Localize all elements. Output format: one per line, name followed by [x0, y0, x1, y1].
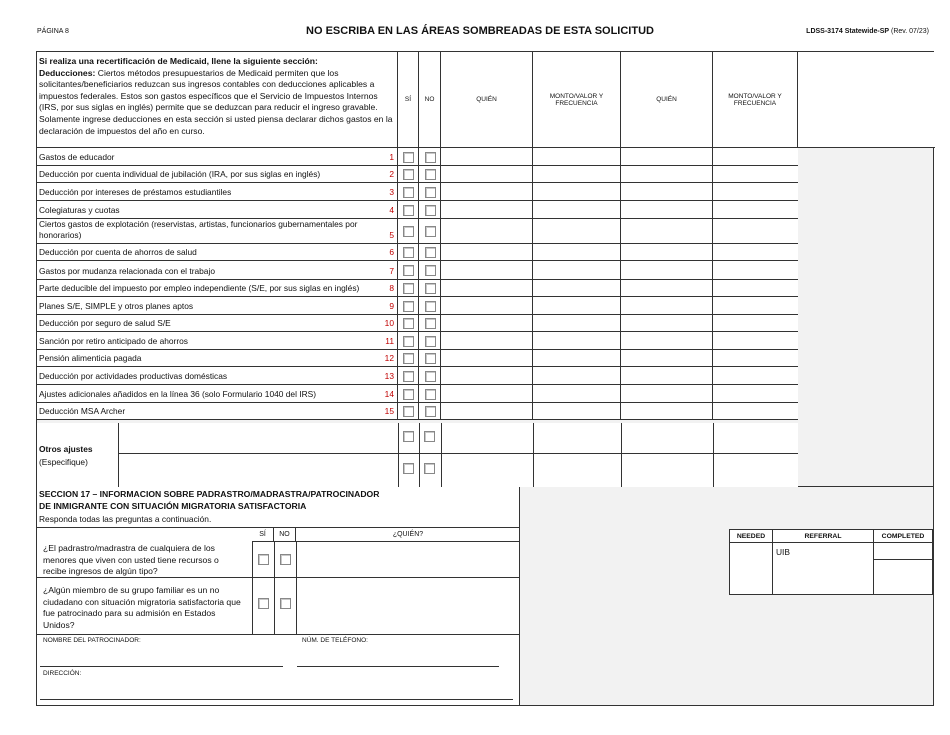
- question-1-text: ¿El padrastro/madrastra de cualquiera de los menores que viven con usted tiene recursos o recibe ingresos de algún tipo?: [43, 543, 219, 576]
- deduction-si-checkbox[interactable]: [403, 283, 414, 294]
- deduction-line-number: 7: [389, 266, 394, 276]
- question-1-si-checkbox[interactable]: [258, 554, 269, 565]
- deduction-si-checkbox[interactable]: [403, 247, 414, 258]
- deduction-monto-2-field[interactable]: [713, 219, 797, 243]
- deduction-monto-1-field[interactable]: [533, 332, 620, 349]
- otros-ajustes-specify: (Especifique): [39, 457, 88, 467]
- deduction-row: [37, 183, 798, 201]
- deduction-line-number: 10: [384, 318, 394, 328]
- deduction-si-checkbox[interactable]: [403, 389, 414, 400]
- question-2-text: ¿Algún miembro de su grupo familiar es un no ciudadano con situación migratoria satisfactoria que fue patrocinado para su admisión en Estados Unidos?: [43, 585, 241, 630]
- deduction-si-checkbox[interactable]: [403, 318, 414, 329]
- column-header-no: NO: [419, 52, 441, 148]
- deduction-monto-2-field[interactable]: [713, 332, 797, 349]
- deduction-quien-2-field[interactable]: [621, 280, 712, 296]
- form-id: [806, 28, 929, 35]
- deduction-line-number: 15: [384, 406, 394, 416]
- deduction-quien-1-field[interactable]: [441, 183, 532, 200]
- deduction-label: Ajustes adicionales añadidos en la línea 36 (solo Formulario 1040 del IRS): [39, 388, 317, 399]
- section-17-questions: [37, 527, 520, 630]
- deduction-label: Planes S/E, SIMPLE y otros planes aptos: [39, 300, 194, 311]
- deduction-label: Deducción por seguro de salud S/E: [39, 317, 171, 328]
- deduction-quien-2-field[interactable]: [621, 166, 712, 182]
- deduction-quien-1-field[interactable]: [441, 166, 532, 182]
- deduction-quien-2-field[interactable]: [621, 297, 712, 314]
- deduction-monto-1-field[interactable]: [533, 403, 620, 419]
- referral-col-referral: REFERRAL: [773, 530, 874, 543]
- deduction-quien-1-field[interactable]: [441, 332, 532, 349]
- deduction-monto-1-field[interactable]: [533, 297, 620, 314]
- deduction-monto-2-field[interactable]: [713, 148, 797, 165]
- otros-1-si-checkbox[interactable]: [403, 431, 414, 442]
- deduction-monto-2-field[interactable]: [713, 244, 797, 260]
- deduction-no-checkbox[interactable]: [425, 353, 436, 364]
- deduction-line-number: 12: [384, 353, 394, 363]
- deduction-label: Ciertos gastos de explotación (reservistas, artistas, funcionarios gubernamentales por honorarios): [39, 219, 358, 240]
- form-revision: (Rev. 07/23): [891, 28, 929, 35]
- deduction-label: Colegiaturas y cuotas: [39, 204, 120, 215]
- phone-label: NÚM. DE TELÉFONO:: [302, 637, 368, 644]
- deduction-no-checkbox[interactable]: [425, 371, 436, 382]
- deduction-monto-1-field[interactable]: [533, 219, 620, 243]
- deduction-label: Deducción MSA Archer: [39, 405, 126, 416]
- otros-ajustes-row-2[interactable]: [119, 454, 798, 487]
- deduction-quien-1-field[interactable]: [441, 403, 532, 419]
- deduction-quien-1-field[interactable]: [441, 261, 532, 279]
- deduction-monto-2-field[interactable]: [713, 297, 797, 314]
- section-17: [36, 487, 934, 706]
- deduction-no-checkbox[interactable]: [425, 169, 436, 180]
- otros-1-no-checkbox[interactable]: [424, 431, 435, 442]
- deduction-line-number: 4: [389, 205, 394, 215]
- deduction-si-checkbox[interactable]: [403, 187, 414, 198]
- deduction-label: Deducción por cuenta de ahorros de salud: [39, 246, 197, 257]
- address-label: DIRECCIÓN:: [43, 670, 82, 677]
- deduction-monto-2-field[interactable]: [713, 350, 797, 366]
- deduction-si-checkbox[interactable]: [403, 205, 414, 216]
- question-1-no-checkbox[interactable]: [280, 554, 291, 565]
- deduction-quien-1-field[interactable]: [441, 297, 532, 314]
- q-col-quien: ¿QUIÉN?: [296, 528, 520, 542]
- question-row-1: [37, 542, 520, 578]
- deduction-si-checkbox[interactable]: [403, 169, 414, 180]
- deduction-quien-2-field[interactable]: [621, 148, 712, 165]
- deduction-monto-2-field[interactable]: [713, 403, 797, 419]
- deduction-line-number: 5: [389, 230, 394, 240]
- deduction-row: [37, 166, 798, 183]
- deduction-line-number: 1: [389, 152, 394, 162]
- deduction-no-checkbox[interactable]: [425, 226, 436, 237]
- deduction-monto-2-field[interactable]: [713, 280, 797, 296]
- deduction-monto-1-field[interactable]: [533, 201, 620, 218]
- deduction-row: [37, 385, 798, 403]
- deduction-monto-2-field[interactable]: [713, 315, 797, 331]
- deduction-line-number: 3: [389, 187, 394, 197]
- deduction-no-checkbox[interactable]: [425, 247, 436, 258]
- deduction-monto-2-field[interactable]: [713, 261, 797, 279]
- deduction-monto-1-field[interactable]: [533, 280, 620, 296]
- deduction-si-checkbox[interactable]: [403, 265, 414, 276]
- deduction-row: [37, 367, 798, 385]
- deduction-label: Parte deducible del impuesto por empleo independiente (S/E, por sus siglas en inglés): [39, 282, 360, 293]
- deduction-line-number: 13: [384, 371, 394, 381]
- deduction-no-checkbox[interactable]: [425, 187, 436, 198]
- column-header-monto-2: MONTO/VALOR Y FRECUENCIA: [713, 52, 798, 148]
- column-header-shaded: [798, 52, 935, 148]
- question-2-si-checkbox[interactable]: [258, 598, 269, 609]
- deduction-label: Deducción por actividades productivas domésticas: [39, 370, 228, 381]
- referral-uib: UIB: [776, 547, 790, 557]
- deductions-table: [36, 51, 934, 487]
- deduction-row: [37, 201, 798, 219]
- deduction-si-checkbox[interactable]: [403, 226, 414, 237]
- column-header-monto-1: MONTO/VALOR Y FRECUENCIA: [533, 52, 621, 148]
- deduction-quien-2-field[interactable]: [621, 403, 712, 419]
- otros-ajustes-cell: [37, 423, 119, 487]
- deduction-quien-2-field[interactable]: [621, 385, 712, 402]
- page-number: PÁGINA 8: [37, 28, 69, 35]
- deduction-monto-2-field[interactable]: [713, 385, 797, 402]
- deduction-line-number: 8: [389, 283, 394, 293]
- deduction-quien-1-field[interactable]: [441, 367, 532, 384]
- deduction-row: [37, 280, 798, 297]
- section-17-title: [39, 488, 379, 512]
- deduction-row: [37, 148, 798, 166]
- address-field[interactable]: [40, 682, 513, 700]
- deductions-intro-heading: Si realiza una recertificación de Medicaid, llene la siguiente sección:: [39, 56, 318, 66]
- deduction-quien-1-field[interactable]: [441, 350, 532, 366]
- deduction-si-checkbox[interactable]: [403, 406, 414, 417]
- deduction-si-checkbox[interactable]: [403, 301, 414, 312]
- otros-2-si-checkbox[interactable]: [403, 463, 414, 474]
- question-2-quien-field[interactable]: [297, 578, 520, 634]
- referral-table: [729, 529, 933, 595]
- deduction-quien-1-field[interactable]: [441, 201, 532, 218]
- otros-2-no-checkbox[interactable]: [424, 463, 435, 474]
- question-row-2: [37, 578, 520, 635]
- deduction-row: [37, 219, 798, 244]
- deduction-quien-1-field[interactable]: [441, 280, 532, 296]
- deduction-quien-1-field[interactable]: [441, 244, 532, 260]
- deduction-no-checkbox[interactable]: [425, 318, 436, 329]
- deduction-no-checkbox[interactable]: [425, 406, 436, 417]
- deduction-monto-1-field[interactable]: [533, 367, 620, 384]
- deduction-monto-2-field[interactable]: [713, 201, 797, 218]
- deduction-row: [37, 315, 798, 332]
- deduction-quien-2-field[interactable]: [621, 183, 712, 200]
- deduction-no-checkbox[interactable]: [425, 265, 436, 276]
- page-title: NO ESCRIBA EN LAS ÁREAS SOMBREADAS DE ESTA SOLICITUD: [306, 25, 654, 37]
- deductions-intro: [37, 52, 398, 148]
- deduction-row: [37, 350, 798, 367]
- deduction-label: Deducción por intereses de préstamos estudiantiles: [39, 186, 232, 197]
- column-header-si: SÍ: [398, 52, 419, 148]
- form-id-code: LDSS-3174 Statewide-SP: [806, 28, 890, 35]
- deduction-quien-2-field[interactable]: [621, 332, 712, 349]
- deduction-monto-1-field[interactable]: [533, 315, 620, 331]
- deduction-line-number: 9: [389, 301, 394, 311]
- deduction-line-number: 11: [385, 336, 394, 346]
- deduction-row: [37, 297, 798, 315]
- deduction-quien-2-field[interactable]: [621, 261, 712, 279]
- otros-ajustes-row-1[interactable]: [119, 423, 798, 454]
- deduction-no-checkbox[interactable]: [425, 152, 436, 163]
- deduction-quien-2-field[interactable]: [621, 350, 712, 366]
- deduction-no-checkbox[interactable]: [425, 301, 436, 312]
- question-1-quien-field[interactable]: [297, 542, 520, 577]
- deduction-quien-1-field[interactable]: [441, 219, 532, 243]
- referral-col-completed: COMPLETED: [874, 530, 932, 543]
- deduction-monto-2-field[interactable]: [713, 183, 797, 200]
- section-17-form: [37, 487, 520, 705]
- deduction-row: [37, 244, 798, 261]
- deduction-monto-2-field[interactable]: [713, 166, 797, 182]
- deduction-quien-1-field[interactable]: [441, 385, 532, 402]
- deduction-monto-2-field[interactable]: [713, 367, 797, 384]
- section-17-subtitle: Responda todas las preguntas a continuación.: [39, 514, 212, 524]
- deduction-no-checkbox[interactable]: [425, 283, 436, 294]
- question-2-no-checkbox[interactable]: [280, 598, 291, 609]
- deduction-label: Gastos de educador: [39, 151, 115, 162]
- deduction-label: Gastos por mudanza relacionada con el trabajo: [39, 265, 215, 276]
- deduction-quien-2-field[interactable]: [621, 315, 712, 331]
- deduction-quien-2-field[interactable]: [621, 244, 712, 260]
- deduction-no-checkbox[interactable]: [425, 205, 436, 216]
- section-17-title-line-1: SECCION 17 – INFORMACION SOBRE PADRASTRO/MADRASTRA/PATROCINADOR: [39, 489, 380, 499]
- deduction-monto-1-field[interactable]: [533, 350, 620, 366]
- deduction-quien-2-field[interactable]: [621, 367, 712, 384]
- sponsor-name-label: NOMBRE DEL PATROCINADOR:: [43, 637, 141, 644]
- deduction-quien-2-field[interactable]: [621, 201, 712, 218]
- deduction-quien-1-field[interactable]: [441, 315, 532, 331]
- column-header-quien-2: QUIÉN: [621, 52, 713, 148]
- deduction-label: Sanción por retiro anticipado de ahorros: [39, 335, 188, 346]
- deduction-monto-1-field[interactable]: [533, 183, 620, 200]
- deduction-row: [37, 261, 798, 280]
- deduction-si-checkbox[interactable]: [403, 336, 414, 347]
- q-col-no: NO: [274, 528, 296, 542]
- phone-field[interactable]: [297, 649, 499, 667]
- otros-ajustes-label: Otros ajustes: [39, 444, 93, 454]
- deduction-monto-1-field[interactable]: [533, 385, 620, 402]
- deduction-no-checkbox[interactable]: [425, 336, 436, 347]
- column-header-quien-1: QUIÉN: [441, 52, 533, 148]
- deduction-row: [37, 332, 798, 350]
- sponsor-name-field[interactable]: [40, 649, 283, 667]
- deduction-row: [37, 403, 798, 420]
- deduction-quien-1-field[interactable]: [441, 148, 532, 165]
- deduction-monto-1-field[interactable]: [533, 166, 620, 182]
- deduction-label: Pensión alimenticia pagada: [39, 352, 142, 363]
- deduction-monto-1-field[interactable]: [533, 244, 620, 260]
- deduction-monto-1-field[interactable]: [533, 148, 620, 165]
- deduction-line-number: 14: [384, 389, 394, 399]
- deduction-si-checkbox[interactable]: [403, 371, 414, 382]
- deduction-line-number: 6: [389, 247, 394, 257]
- deduction-si-checkbox[interactable]: [403, 353, 414, 364]
- deduction-label: Deducción por cuenta individual de jubilación (IRA, por sus siglas en inglés): [39, 168, 321, 179]
- q-col-si: SÍ: [252, 528, 274, 542]
- deduction-no-checkbox[interactable]: [425, 389, 436, 400]
- referral-col-needed: NEEDED: [730, 530, 773, 543]
- deductions-intro-label: Deducciones:: [39, 67, 96, 78]
- deduction-si-checkbox[interactable]: [403, 152, 414, 163]
- deduction-line-number: 2: [389, 169, 394, 179]
- deduction-monto-1-field[interactable]: [533, 261, 620, 279]
- deductions-intro-text: Ciertos métodos presupuestarios de Medicaid permiten que los solicitantes/beneficiarios reduzcan sus ingresos contables con deducciones aplicables a impuestos federales. Estos son gastos específicos que el Servicio de Impuestos Internos (IRS, por sus siglas en inglés) permite que se deduzcan para reducir el ingreso gravable. Solamente ingrese deducciones en esta sección si usted piensa declarar dichos gastos en la declaración de impuestos del año en curso.: [39, 67, 393, 136]
- deduction-quien-2-field[interactable]: [621, 219, 712, 243]
- section-17-title-line-2: DE INMIGRANTE CON SITUACIÓN MIGRATORIA SATISFACTORIA: [39, 501, 307, 511]
